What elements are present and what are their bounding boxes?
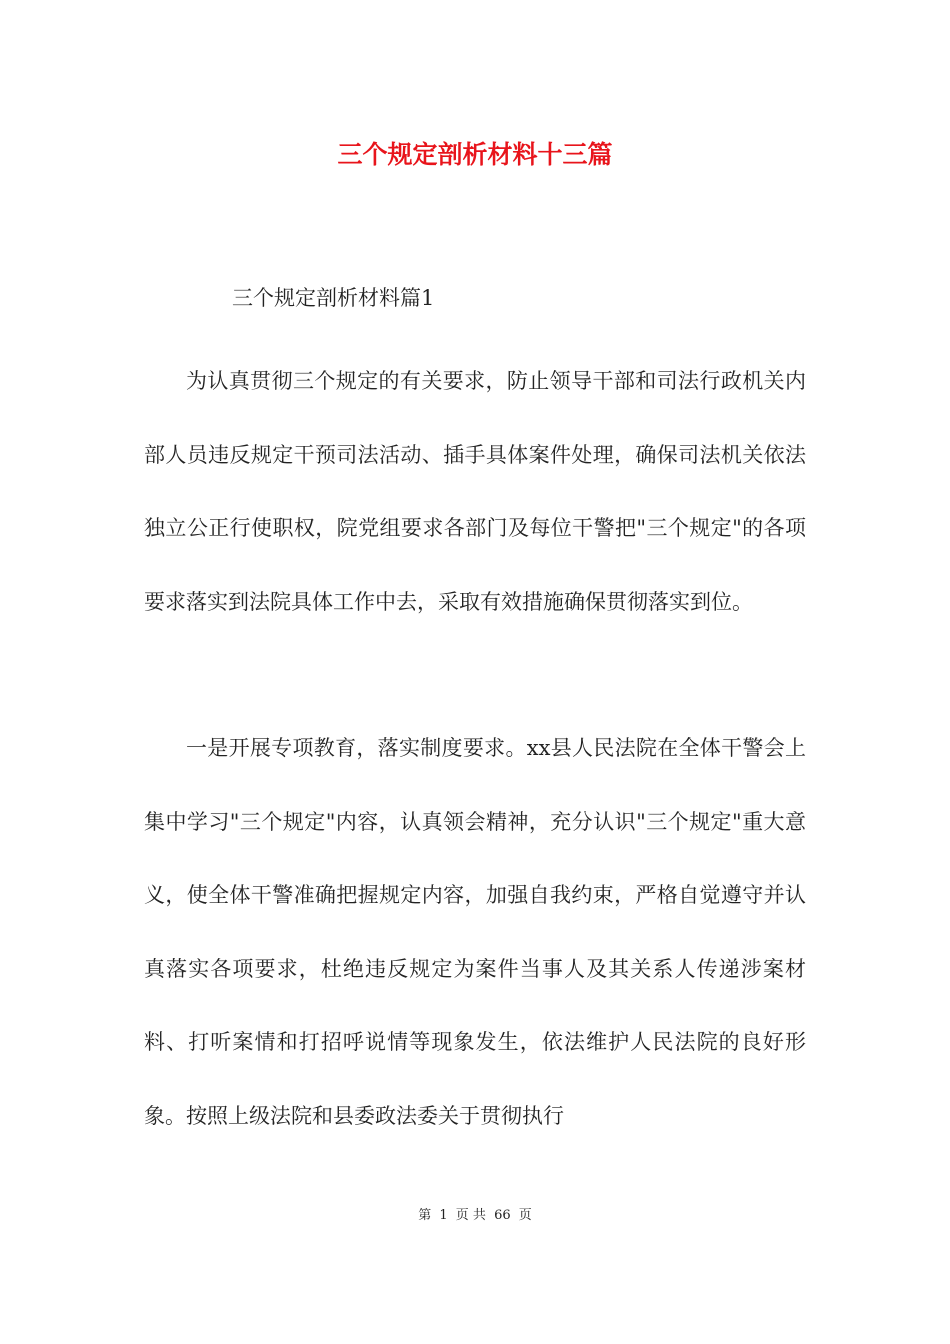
footer-mid: 页 共: [455, 1208, 486, 1223]
footer-current-page: 1: [439, 1208, 448, 1223]
footer-total-pages: 66: [494, 1208, 511, 1223]
page-footer: [0, 1206, 950, 1226]
paragraph-1: 为认真贯彻三个规定的有关要求，防止领导干部和司法行政机关内部人员违反规定干预司法活动、插手具体案件处理，确保司法机关依法独立公正行使职权，院党组要求各部门及每位干警把"三个规定"的各项要求落实到法院具体工作中去，采取有效措施确保贯彻落实到位。: [144, 369, 806, 614]
footer-prefix: 第: [418, 1208, 432, 1223]
footer-suffix: 页: [518, 1208, 532, 1223]
section-heading: 三个规定剖析材料篇1: [232, 286, 435, 310]
document-title: 三个规定剖析材料十三篇: [337, 140, 613, 169]
paragraph-2: 一是开展专项教育，落实制度要求。xx县人民法院在全体干警会上集中学习"三个规定"内容，认真领会精神，充分认识"三个规定"重大意义，使全体干警准确把握规定内容，加强自我约束，严格自觉遵守并认真落实各项要求，杜绝违反规定为案件当事人及其关系人传递涉案材料、打听案情和打招呼说情等现象发生，依法维护人民法院的良好形象。按照上级法院和县委政法委关于贯彻执行: [144, 736, 806, 1128]
